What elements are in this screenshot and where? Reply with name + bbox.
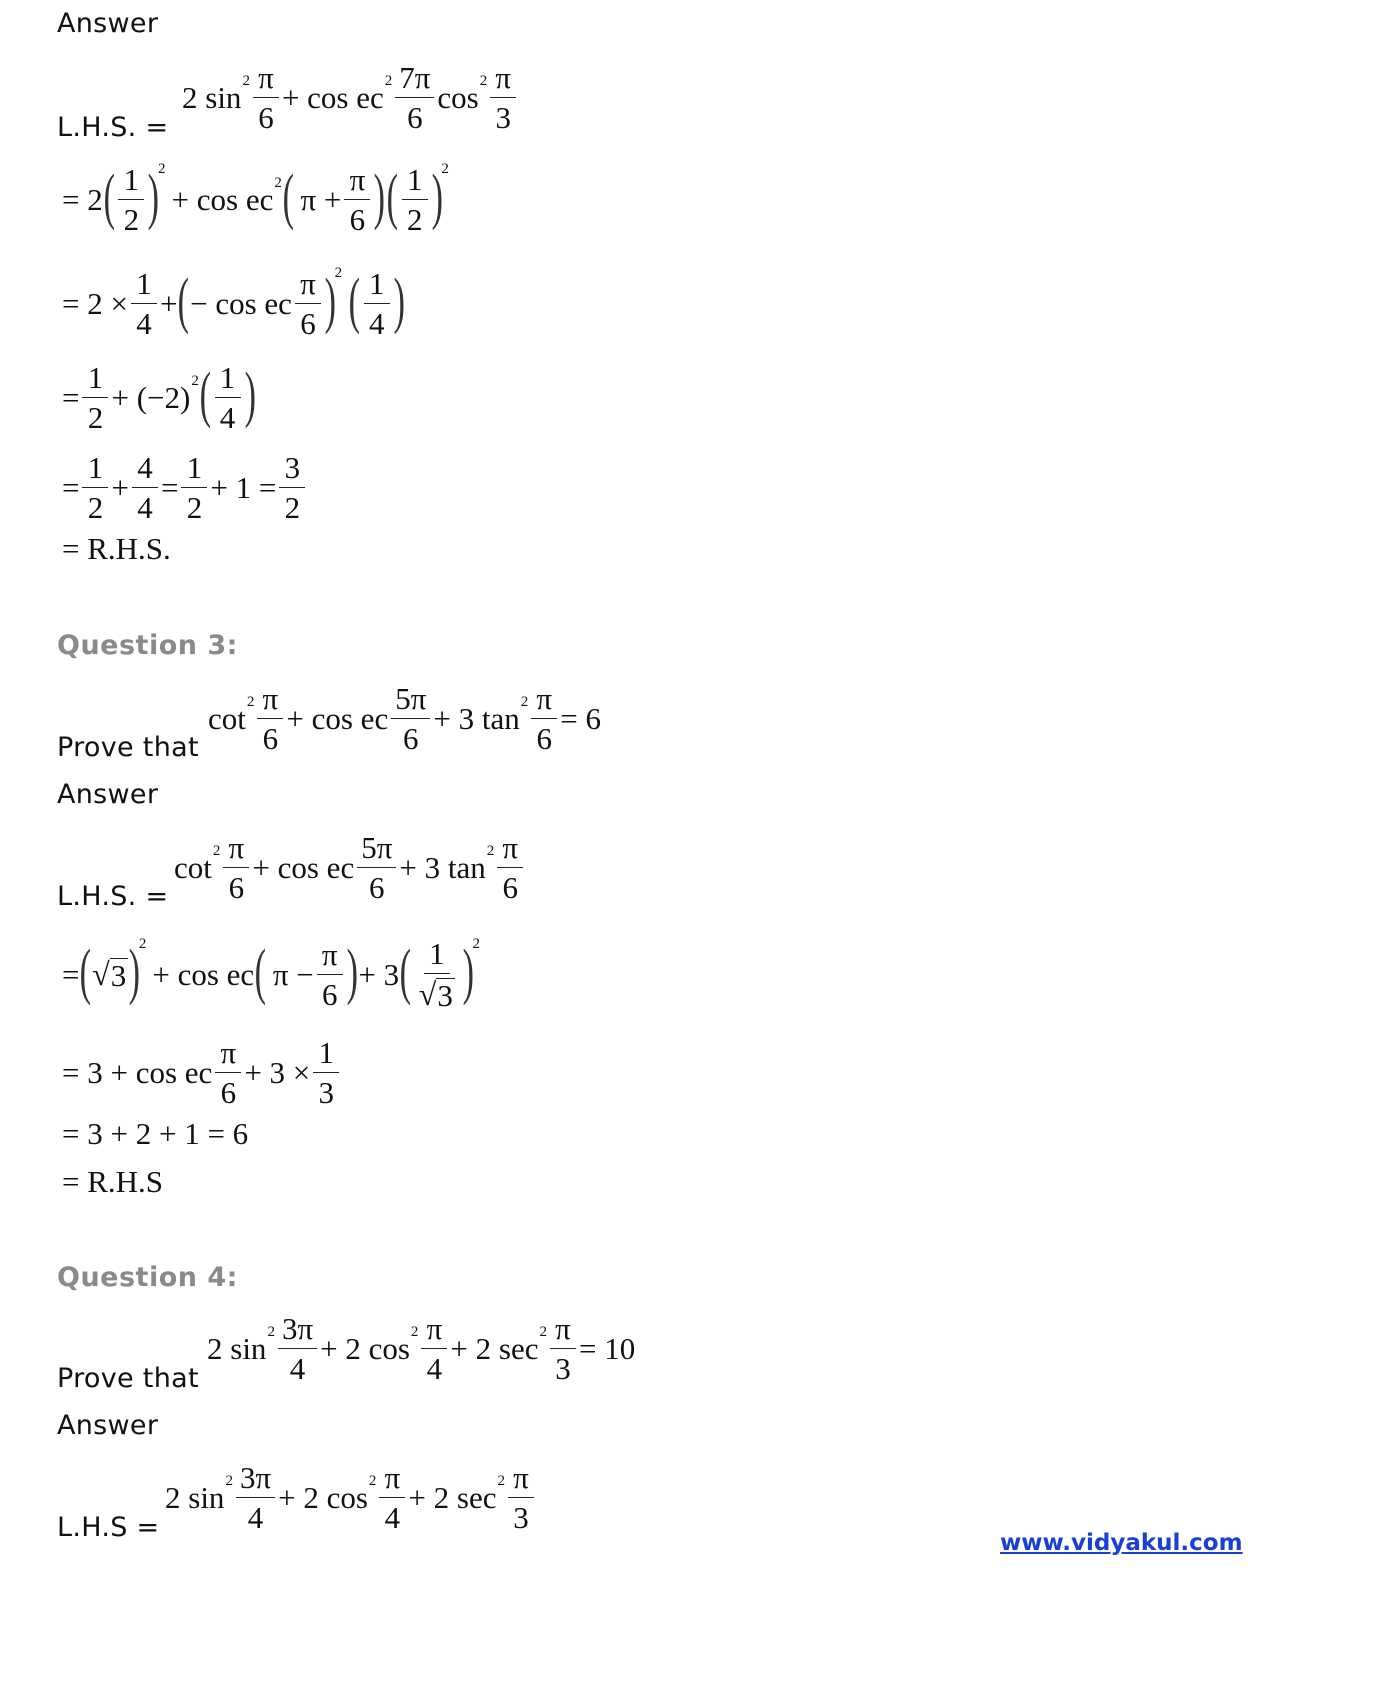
q2-step-4: = $\frac{1}{2}$ + $\frac{4}{4}$ = $\frac{1}{2}$ + 1 = $\frac{3}{2}$ (62, 452, 308, 523)
q4-statement: 2 sin 2 $\frac{3\pi}{4}$ + 2 cos 2 $\frac{\pi}{4}$ + 2 sec 2 $\frac{\pi}{3}$ = 10 (207, 1311, 636, 1386)
lhs-label-q4: L.H.S = (57, 1512, 160, 1543)
prove-that-label-q4: Prove that (57, 1363, 199, 1394)
lhs-label: L.H.S. = (57, 112, 169, 143)
answer-label-q3: Answer (57, 779, 159, 810)
q4-lhs-expression: 2 sin 2 $\frac{3\pi}{4}$ + 2 cos 2 $\frac{\pi}{4}$ + 2 sec 2 $\frac{\pi}{3}$ (165, 1462, 537, 1533)
q2-step-1: = 2 ( $\frac{1}{2}$ ) 2 + cos ec 2 ( π + $\frac{\pi}{6}$ ) ( $\frac{1}{2}$ ) 2 (62, 161, 449, 237)
q3-step-1: = ( √ 3 ) 2 + cos ec ( π − $\frac{\pi}{6}$ ) + 3 ( 1 √ 3 ) 2 (62, 936, 480, 1013)
q3-step-2: = 3 + cos ec $\frac{\pi}{6}$ + 3 × $\frac{1}{3}$ (62, 1037, 342, 1108)
q2-rhs: = R.H.S. (62, 531, 171, 566)
answer-label: Answer (57, 8, 159, 39)
q3-statement: cot 2 $\frac{\pi}{6}$ + cos ec $\frac{5\pi}{6}$ + 3 tan 2 $\frac{\pi}{6}$ = 6 (208, 681, 601, 756)
prove-that-label-q3: Prove that (57, 732, 199, 763)
question-4-heading: Question 4: (57, 1262, 238, 1293)
answer-label-q4: Answer (57, 1410, 159, 1441)
q3-lhs-expression: cot 2 $\frac{\pi}{6}$ + cos ec $\frac{5\pi}{6}$ + 3 tan 2 $\frac{\pi}{6}$ (174, 832, 526, 903)
vidyakul-link[interactable]: www.vidyakul.com (1000, 1530, 1243, 1556)
q2-step-2: = 2 × $\frac{1}{4}$ + ( − cos ec $\frac{\pi}{6}$ ) 2 ( $\frac{1}{4}$ ) (62, 265, 405, 341)
q3-rhs: = R.H.S (62, 1164, 164, 1199)
q3-step-3: = 3 + 2 + 1 = 6 (62, 1116, 249, 1151)
q2-lhs-expression: 2 sin 2 $\frac{\pi}{6}$ + cos ec 2 $\frac{7\pi}{6}$ cos 2 $\frac{\pi}{3}$ (182, 62, 519, 133)
lhs-label-q3: L.H.S. = (57, 881, 169, 912)
question-3-heading: Question 3: (57, 630, 238, 661)
q2-step-3: = $\frac{1}{2}$ + (−2) 2 ( $\frac{1}{4}$ ) (62, 360, 256, 435)
